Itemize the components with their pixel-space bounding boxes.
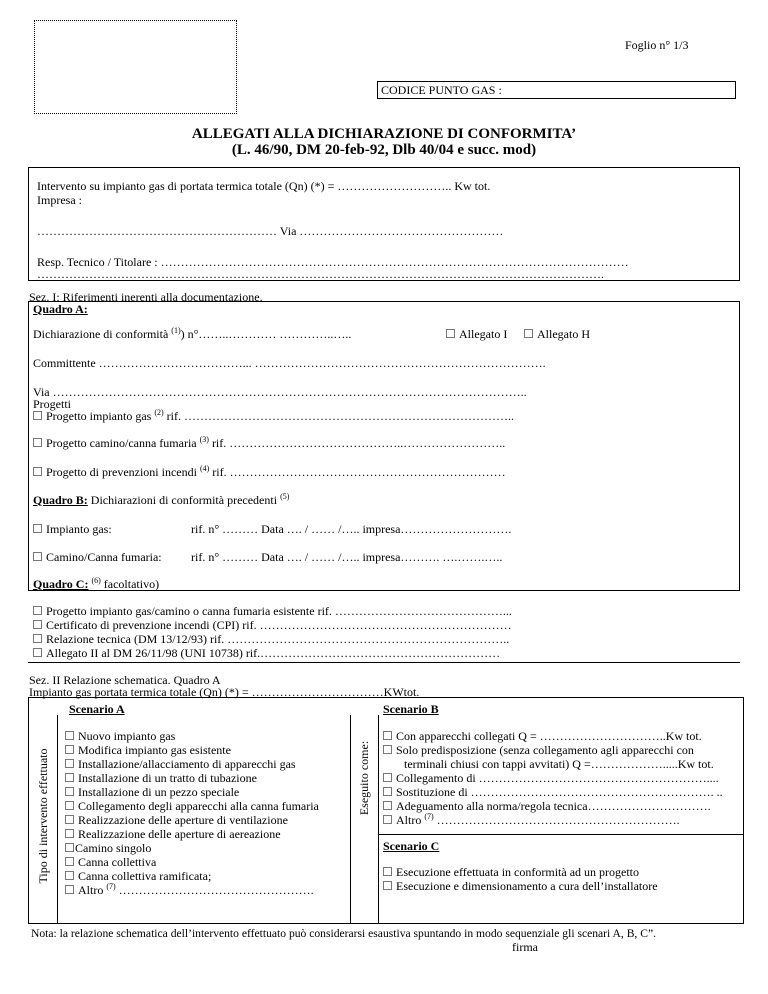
scenario-bc-divider (378, 834, 744, 835)
list-item-label: Installazione/allacciamento di apparecchi gas (78, 757, 296, 771)
b-impianto-option[interactable] (33, 522, 112, 536)
list-item[interactable] (65, 729, 319, 743)
checkbox[interactable] (446, 329, 455, 338)
scenario-c-heading: Scenario C (383, 839, 440, 853)
note-2: (2) (154, 408, 164, 417)
quadro-c-row (33, 577, 159, 591)
progetti-label: Progetti (33, 397, 71, 411)
progetto-camino-label: Progetto camino/canna fumaria (46, 436, 197, 450)
progetto-incendi-rif[interactable]: rif. …………………………………………………………… (212, 465, 506, 479)
list-item[interactable] (383, 729, 723, 743)
checkbox[interactable] (33, 524, 42, 533)
checkbox[interactable] (383, 773, 392, 782)
altro-field[interactable]: …………………………………………. (118, 883, 314, 897)
list-item[interactable] (65, 743, 319, 757)
allegato-i-label: Allegato I (459, 327, 508, 341)
list-item-label: Altro (78, 883, 104, 897)
list-item-label: Collegamento di ………………………………………………….... (396, 771, 719, 785)
quadro-b-row (33, 493, 289, 507)
list-item-label: Adeguamento alla norma/regola tecnica…………………………. (396, 799, 711, 813)
checkbox[interactable] (65, 885, 74, 894)
progetto-gas-rif[interactable]: rif. ……………………………………………………………………….. (166, 409, 514, 423)
list-item[interactable] (65, 855, 319, 869)
list-item[interactable] (383, 879, 658, 893)
list-item-label: Relazione tecnica (DM 13/12/93) rif. …………………………………………………………….. (46, 632, 510, 646)
list-item-label: Camino singolo (75, 841, 152, 855)
list-item[interactable] (65, 827, 319, 841)
page-title (0, 126, 768, 158)
list-item-label: Installazione di un tratto di tubazione (78, 771, 257, 785)
b-camino-rif[interactable]: rif. n° ……… Data …. / …… /….. impresa………. ….…….….. (191, 550, 503, 564)
checkbox[interactable] (65, 745, 74, 754)
checkbox[interactable] (524, 329, 533, 338)
checkbox[interactable] (33, 648, 42, 657)
list-item[interactable] (33, 618, 512, 632)
checkbox[interactable] (65, 787, 74, 796)
quadro-b-text: Dichiarazioni di conformità precedenti (90, 493, 278, 507)
quadro-c-text: facoltativo) (103, 577, 160, 591)
nota-text: Nota: la relazione schematica dell’intervento effettuato può considerarsi esaustiva spuntando in modo sequenziale gli scenari A, B, C”. (31, 927, 657, 940)
list-item[interactable] (383, 799, 723, 813)
impresa-label[interactable]: Impresa : (37, 193, 82, 207)
progetto-incendi-option[interactable] (33, 465, 506, 479)
checkbox[interactable] (65, 801, 74, 810)
checkbox[interactable] (65, 857, 74, 866)
checkbox[interactable] (65, 815, 74, 824)
scenario-a-list (65, 729, 319, 897)
via-line[interactable]: Via ……………………………………………………………………………………………………….. (33, 385, 527, 399)
vertical-label-tipo: Tipo di intervento effettuato (36, 748, 50, 884)
checkbox[interactable] (65, 731, 74, 740)
progetto-gas-label: Progetto impianto gas (46, 409, 152, 423)
list-item[interactable] (65, 869, 319, 883)
list-item-label: Altro (396, 813, 422, 827)
checkbox[interactable] (65, 871, 74, 880)
checkbox[interactable] (65, 843, 74, 852)
scenario-b-list (383, 729, 723, 827)
quadro-b-heading: Quadro B: (33, 493, 88, 507)
list-item-label: Allegato II al DM 26/11/98 (UNI 10738) rif.…………………………………………………… (46, 646, 501, 660)
list-item-label: Canna collettiva (78, 855, 157, 869)
quadro-c-list (33, 604, 512, 660)
quadro-a-heading: Quadro A: (33, 302, 88, 316)
checkbox[interactable] (383, 745, 392, 754)
list-item-label: Nuovo impianto gas (78, 729, 176, 743)
progetto-incendi-label: Progetto di prevenzioni incendi (46, 465, 197, 479)
codice-punto-gas-label: CODICE PUNTO GAS : (381, 83, 502, 97)
dichiarazione-row (33, 327, 351, 341)
note-7: (7) (424, 812, 434, 821)
allegato-h-label: Allegato H (537, 327, 590, 341)
sez2-col-divider-1 (57, 715, 58, 924)
checkbox[interactable] (33, 438, 42, 447)
list-item-label: Sostituzione di ……………………………………………………. .. (396, 785, 723, 799)
dichiarazione-note: (1) (171, 326, 181, 335)
list-item-label: Installazione di un pezzo speciale (78, 785, 240, 799)
list-item[interactable] (33, 646, 512, 660)
list-item[interactable] (65, 771, 319, 785)
dichiarazione-label: Dichiarazione di conformità (33, 327, 169, 341)
list-item[interactable] (33, 632, 512, 646)
scenario-a-heading: Scenario A (69, 702, 125, 716)
title-line-1: ALLEGATI ALLA DICHIARAZIONE DI CONFORMITA’ (191, 126, 577, 142)
list-item[interactable] (65, 841, 319, 855)
b-camino-option[interactable] (33, 550, 162, 564)
checkbox[interactable] (383, 881, 392, 890)
list-item[interactable] (65, 757, 319, 771)
resp-tecnico-line[interactable]: Resp. Tecnico / Titolare : ……………………………………………………………………………………………………… (37, 255, 629, 269)
checkbox[interactable] (33, 552, 42, 561)
list-item-label: Realizzazione delle aperture di aereazione (78, 827, 281, 841)
list-item-label: Realizzazione delle aperture di ventilazione (78, 813, 288, 827)
list-item-label: Con apparecchi collegati Q = …………………………..Kw tot. (396, 729, 702, 743)
intervento-portata[interactable]: Intervento su impianto gas di portata termica totale (Qn) (*) = ……………………….. Kw tot. (37, 179, 491, 193)
list-item-label: Modifica impianto gas esistente (78, 743, 231, 757)
checkbox[interactable] (33, 411, 42, 420)
list-item-label: Solo predisposizione (senza collegamento agli apparecchi con (396, 743, 694, 757)
foglio-number: Foglio n° 1/3 (625, 38, 689, 52)
stamp-area (34, 20, 237, 114)
list-item-label: Esecuzione e dimensionamento a cura dell’installatore (396, 879, 658, 893)
progetto-camino-rif[interactable]: rif. ……………………………………..…………………….. (211, 436, 506, 450)
sez2-title: Sez. II Relazione schematica. Quadro A (29, 673, 221, 687)
list-item-label: Collegamento degli apparecchi alla canna fumaria (78, 799, 319, 813)
codice-punto-gas-field[interactable] (377, 81, 736, 99)
list-item[interactable] (383, 865, 658, 879)
sez1-title: Sez. I: Riferimenti inerenti alla documentazione. (29, 290, 263, 304)
impresa-via-line[interactable]: …………………………………………………… Via …………………………………………… (37, 224, 504, 238)
checkbox[interactable] (383, 867, 392, 876)
list-item-label: Certificato di prevenzione incendi (CPI) rif. ……………………………………………………… (46, 618, 512, 632)
progetto-camino-option[interactable] (33, 436, 505, 450)
vertical-label-eseguito: Eseguito come: (357, 740, 371, 816)
list-item[interactable] (383, 785, 723, 799)
firma-label: firma (512, 940, 538, 954)
list-item[interactable] (65, 799, 319, 813)
list-item-label: Esecuzione effettuata in conformità ad un progetto (396, 865, 640, 879)
checkbox[interactable] (65, 829, 74, 838)
list-item-continued (383, 757, 723, 771)
note-6: (6) (91, 576, 101, 585)
checkbox[interactable] (383, 787, 392, 796)
title-line-2: (L. 46/90, DM 20-feb-92, Dlb 40/04 e succ. mod) (231, 142, 537, 158)
committente-line[interactable]: Committente ………………………………... ………………………………………………………………. (33, 356, 546, 370)
sez1-bottom-rule (28, 662, 740, 663)
b-impianto-rif[interactable]: rif. n° ……… Data …. / …… /….. impresa………………………. (191, 522, 512, 536)
list-item-label: terminali chiusi con tappi avvitati) Q =……………….....Kw tot. (404, 757, 714, 771)
checkbox[interactable] (65, 759, 74, 768)
note-3: (3) (199, 435, 209, 444)
list-item[interactable] (383, 771, 723, 785)
sez2-col-divider-3 (378, 715, 379, 924)
list-item[interactable] (383, 743, 723, 757)
list-item[interactable] (383, 813, 723, 827)
altro-field[interactable]: ……………………………………………………. (436, 813, 680, 827)
list-item[interactable] (65, 883, 319, 897)
allegato-i-option[interactable] (446, 327, 507, 341)
allegato-h-option[interactable] (524, 327, 590, 341)
list-item[interactable] (33, 604, 512, 618)
scenario-b-heading: Scenario B (383, 702, 439, 716)
list-item[interactable] (65, 785, 319, 799)
checkbox[interactable] (383, 731, 392, 740)
resp-tecnico-line-2[interactable]: ……………………………………………………………………………………………………………………………. (37, 267, 604, 281)
checkbox[interactable] (33, 467, 42, 476)
checkbox[interactable] (33, 606, 42, 615)
checkbox[interactable] (33, 634, 42, 643)
note-4: (4) (199, 464, 210, 473)
sez2-col-divider-2 (350, 715, 351, 924)
checkbox[interactable] (383, 815, 392, 824)
dichiarazione-field[interactable]: ) n°……..………… …………..….. (180, 327, 352, 341)
checkbox[interactable] (383, 801, 392, 810)
scenario-c-list (383, 865, 658, 893)
progetto-gas-option[interactable] (33, 409, 514, 423)
list-item-label: Canna collettiva ramificata; (78, 869, 212, 883)
sez2-portata[interactable]: Impianto gas portata termica totale (Qn) (*) = ……………………………KWtot. (29, 685, 420, 699)
list-item[interactable] (65, 813, 319, 827)
list-item-label: Progetto impianto gas/camino o canna fumaria esistente rif. ……………………………………... (46, 604, 512, 618)
note-5: (5) (280, 492, 290, 501)
checkbox[interactable] (33, 620, 42, 629)
quadro-c-heading: Quadro C: (33, 577, 89, 591)
checkbox[interactable] (65, 773, 74, 782)
b-impianto-label: Impianto gas: (46, 522, 112, 536)
note-7: (7) (106, 882, 116, 891)
b-camino-label: Camino/Canna fumaria: (46, 550, 162, 564)
